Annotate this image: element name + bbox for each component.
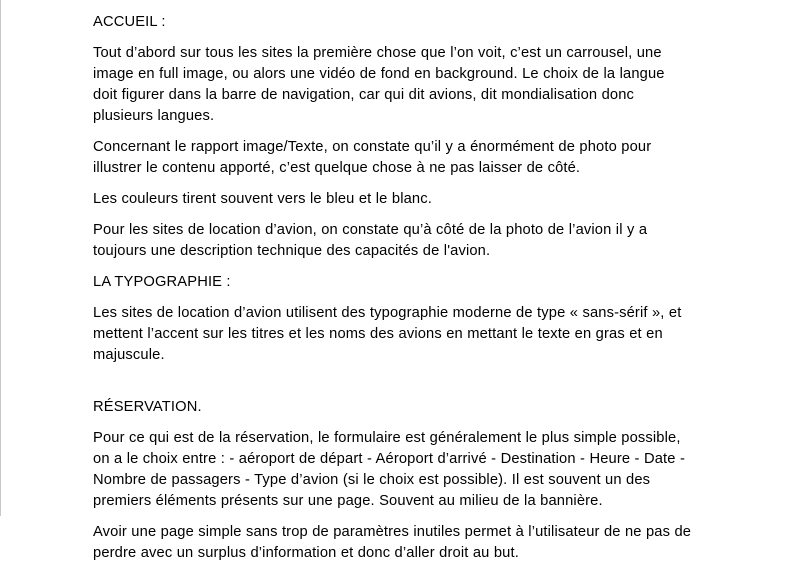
heading-accueil: ACCUEIL : [93, 14, 166, 30]
paragraph-accueil-3: Les couleurs tirent souvent vers le bleu et le blanc. [93, 191, 432, 207]
paragraph-accueil-2: Concernant le rapport image/Texte, on constate qu’il y a énormément de photo pour illustrer le contenu apporté, c’est quelque chose à ne pas laisser de côté. [93, 139, 652, 176]
heading-reservation: RÉSERVATION. [93, 399, 202, 415]
document-text-body [93, 12, 693, 564]
paragraph-accueil-1: Tout d’abord sur tous les sites la première chose que l’on voit, c’est un carrousel, une image en full image, ou alors une vidéo de fond en background. Le choix de la langue doit figurer dans la barre de navigation, car qui dit avions, dit mondialisation donc plusieurs langues. [93, 45, 665, 124]
paragraph-typographie-1: Les sites de location d’avion utilisent des typographie moderne de type « sans-sérif », et mettent l’accent sur les titres et les noms des avions en mettant le texte en gras et en majuscule. [93, 305, 682, 363]
paragraph-accueil-4: Pour les sites de location d’avion, on constate qu’à côté de la photo de l’avion il y a toujours une description technique des capacités de l'avion. [93, 222, 648, 259]
blank-line-spacer [93, 376, 693, 397]
paragraph-reservation-2: Avoir une page simple sans trop de paramètres inutiles permet à l’utilisateur de ne pas de perdre avec un surplus d’information et donc d’aller droit au but. [93, 524, 692, 561]
heading-typographie: LA TYPOGRAPHIE : [93, 274, 231, 290]
paragraph-reservation-1: Pour ce qui est de la réservation, le formulaire est généralement le plus simple possible, on a le choix entre : - aéroport de départ - Aéroport d’arrivé - Destination - Heure - Date - Nombre de passagers - Type d’avion (si le choix est possible). Il est souvent un des premiers éléments présents sur une page. Souvent au milieu de la bannière. [93, 430, 685, 509]
